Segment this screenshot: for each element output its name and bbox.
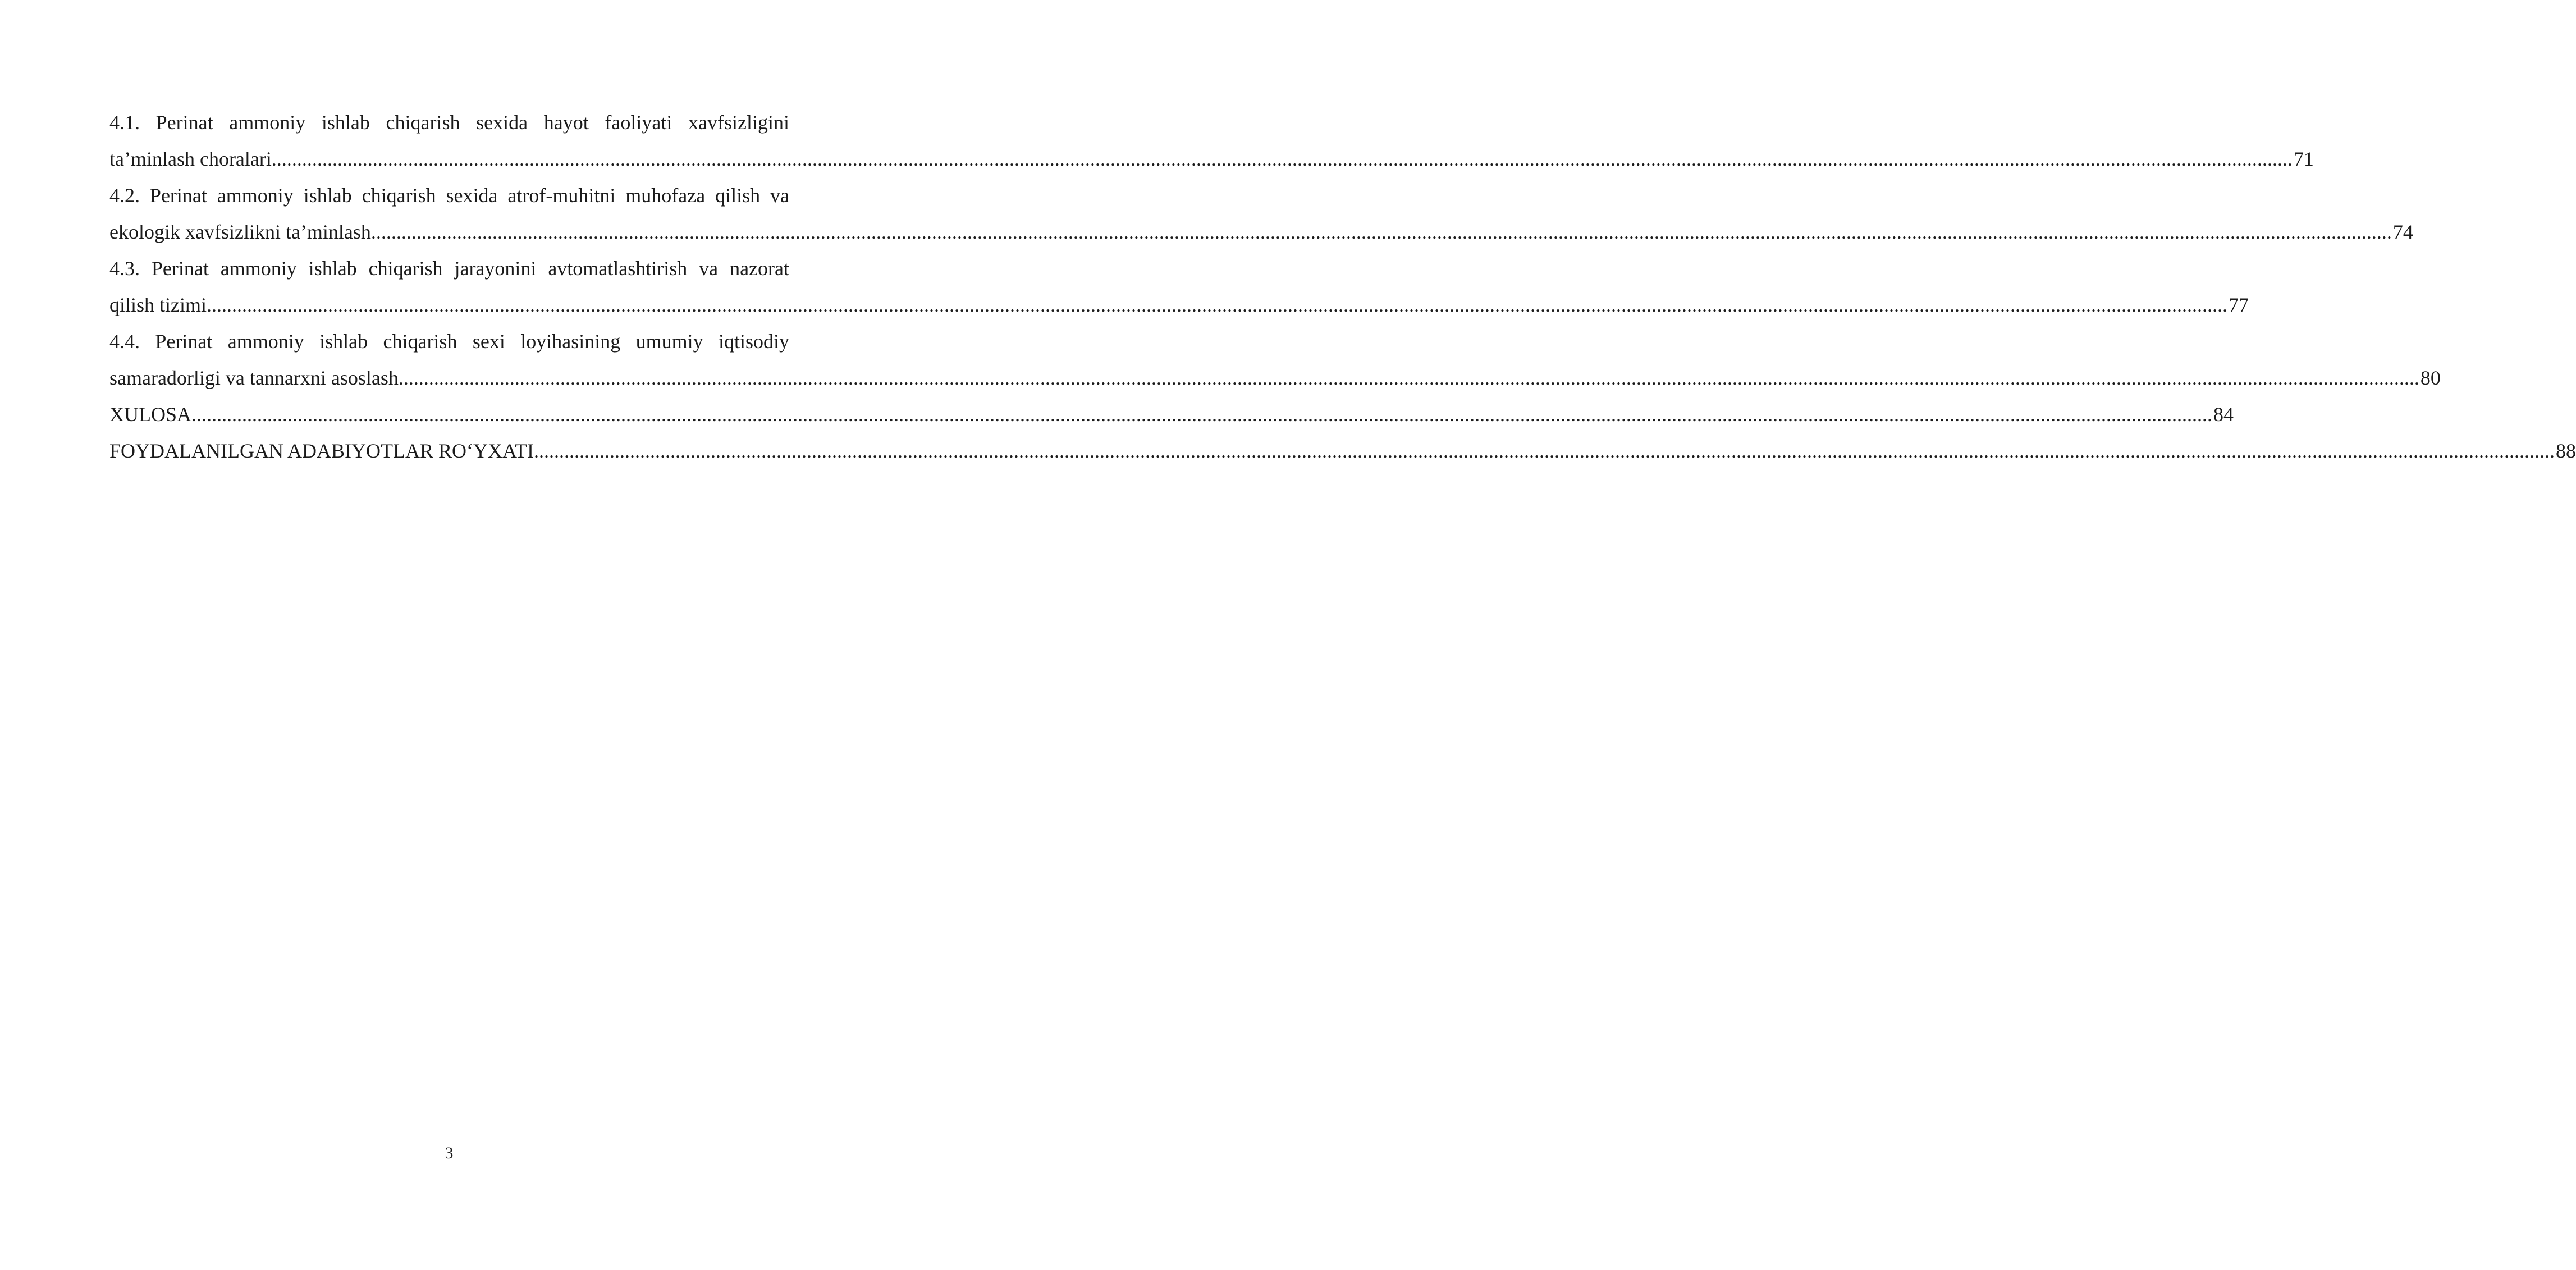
toc-entry-title: 4.1. Perinat ammoniy ishlab chiqarish sexida hayot faoliyati xavfsizligini [109, 111, 789, 134]
toc-page-number: 71 [2293, 148, 2314, 170]
toc-item-4-4[interactable] [109, 323, 2441, 396]
toc-entry-title: 4.2. Perinat ammoniy ishlab chiqarish sexida atrof-muhitni muhofaza qilish va [109, 184, 789, 207]
dot-leader: ................................................................................................................................................................................................................................................................................................................................................................................................................ [191, 403, 2213, 426]
toc-page-number: 74 [2392, 221, 2413, 243]
toc-item-xulosa[interactable] [109, 396, 2234, 433]
toc-entry-line [109, 360, 2441, 396]
toc-page-number: 84 [2213, 403, 2234, 426]
dot-leader: ................................................................................................................................................................................................................................................................................................................................................................................................................ [533, 440, 2555, 462]
toc-entry-title: XULOSA [109, 403, 192, 426]
table-of-contents [109, 104, 2576, 469]
toc-item-4-3[interactable] [109, 250, 2249, 323]
toc-entry-title-continued: qilish tizimi [109, 294, 207, 316]
toc-entry-title-continued: samaradorligi va tannarxni asoslash [109, 367, 399, 389]
toc-entry-title: 4.3. Perinat ammoniy ishlab chiqarish jarayonini avtomatlashtirish va nazorat [109, 257, 789, 280]
toc-entry-line [109, 396, 2234, 433]
toc-page-number: 77 [2229, 294, 2249, 316]
dot-leader: ................................................................................................................................................................................................................................................................................................................................................................................................................ [271, 148, 2293, 170]
toc-item-4-2[interactable] [109, 177, 2413, 250]
toc-page-number: 80 [2420, 367, 2441, 389]
toc-page-number: 88 [2555, 440, 2576, 462]
toc-entry-title: FOYDALANILGAN ADABIYOTLAR RO‘YXATI [109, 440, 534, 462]
toc-item-references[interactable] [109, 433, 2576, 469]
dot-leader: ................................................................................................................................................................................................................................................................................................................................................................................................................ [398, 367, 2419, 389]
toc-entry-title: 4.4. Perinat ammoniy ishlab chiqarish sexi loyihasining umumiy iqtisodiy [109, 330, 789, 353]
toc-entry-title-continued: ta’minlash choralari [109, 148, 272, 170]
toc-entry-line [109, 287, 2249, 323]
dot-leader: ................................................................................................................................................................................................................................................................................................................................................................................................................ [207, 294, 2228, 316]
toc-entry-line [109, 433, 2576, 469]
toc-entry-line [109, 141, 2314, 177]
toc-item-4-1[interactable] [109, 104, 2314, 177]
dot-leader: ................................................................................................................................................................................................................................................................................................................................................................................................................ [370, 221, 2392, 243]
page-number: 3 [445, 1144, 454, 1162]
toc-entry-line [109, 214, 2413, 250]
toc-entry-title-continued: ekologik xavfsizlikni ta’minlash [109, 221, 371, 243]
